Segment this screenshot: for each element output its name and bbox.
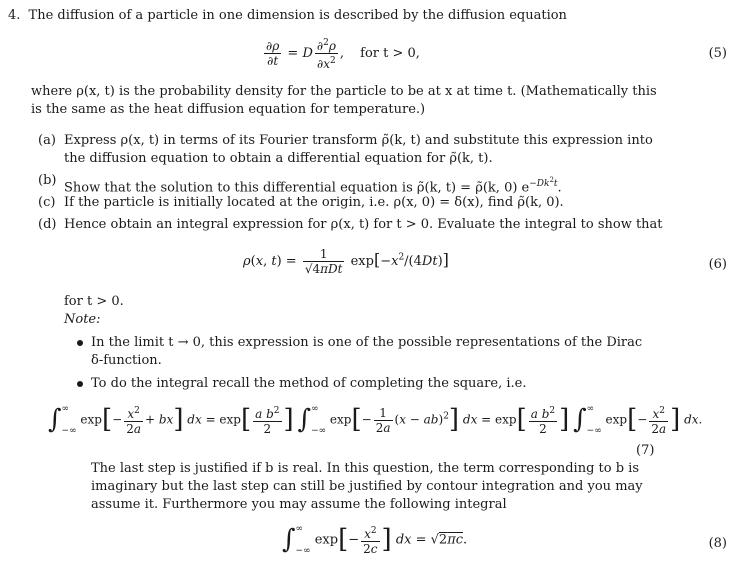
where-line-2: is the same as the heat diffusion equation for temperature.) (31, 102, 426, 117)
after-eq6: for t > 0. (64, 294, 124, 309)
equation-7: ∫∞ −∞ exp[− $\frac{x^2}{2a}$ + bx] dx = exp[ $\frac{a b^2}{2}$ ] ∫∞ −∞ exp[− $\frac{1}{2a}$ (x − ab)$^2$] dx = exp[ $\frac{a b^2}{2}$ ] ∫∞ −∞ exp[− $\frac{x^2}{2a}$ ] dx. (48, 404, 703, 436)
problem-intro: The diffusion of a particle in one dimension is described by the diffusion equation (28, 8, 567, 23)
bullet-1-line-2: δ-function. (91, 353, 162, 368)
final-line-3: assume it. Furthermore you may assume the following integral (91, 497, 507, 512)
part-d-label: (d) (38, 217, 57, 232)
where-line-1: where ρ(x, t) is the probability density for the particle to be at x at time t. (Mathematically this (31, 84, 657, 99)
bullet-dot-2 (77, 381, 83, 387)
bullet-dot-1 (77, 340, 83, 346)
problem-number: 4. (8, 8, 21, 23)
part-a-label: (a) (38, 133, 56, 148)
eq5-condition: for t > 0, (360, 46, 420, 61)
final-line-2: imaginary but the last step can still be justified by contour integration and you may (91, 479, 643, 494)
part-a-line-2: the diffusion equation to obtain a differential equation for ρ̃(k, t). (64, 151, 493, 166)
part-b-line-1: Show that the solution to this differential equation is ρ̃(k, t) = ρ̃(k, 0) $e^{-Dk^2t}$. (64, 176, 562, 196)
bullet-2-line-1: To do the integral recall the method of completing the square, i.e. (91, 376, 527, 391)
part-c-label: (c) (38, 195, 56, 210)
part-a-line-1: Express ρ(x, t) in terms of its Fourier transform ρ̃(k, t) and substitute this expression into (64, 133, 653, 148)
equation-5: $\frac{\partial\rho}{\partial t}$ = D $\frac{\partial^2\rho}{\partial x^2}$ , for t > 0, (266, 38, 420, 71)
part-d-line-1: Hence obtain an integral expression for ρ(x, t) for t > 0. Evaluate the integral to show that (64, 217, 663, 232)
bullet-1-line-1: In the limit t → 0, this expression is one of the possible representations of the Dirac (91, 335, 643, 350)
eq7-tag: (7) (636, 443, 655, 458)
part-c-line-1: If the particle is initially located at the origin, i.e. ρ(x, 0) = δ(x), find ρ̃(k, 0). (64, 195, 564, 210)
eq5-tag: (5) (708, 46, 727, 61)
note-label: Note: (64, 312, 101, 327)
problem-header (8, 7, 567, 24)
eq8-tag: (8) (708, 536, 727, 551)
equation-8: ∫∞ −∞ exp[− $\frac{x^2}{2c}$ ] dx = √2πc. (282, 524, 468, 556)
equation-6: ρ(x, t) = $\frac{1}{\text{√4πDt}}$ $\exp[-x^2/(4Dt)]$ (243, 247, 449, 276)
eq6-tag: (6) (708, 257, 727, 272)
final-line-1: The last step is justified if b is real. In this question, the term corresponding to b is (91, 461, 639, 476)
part-b-label: (b) (38, 173, 57, 188)
